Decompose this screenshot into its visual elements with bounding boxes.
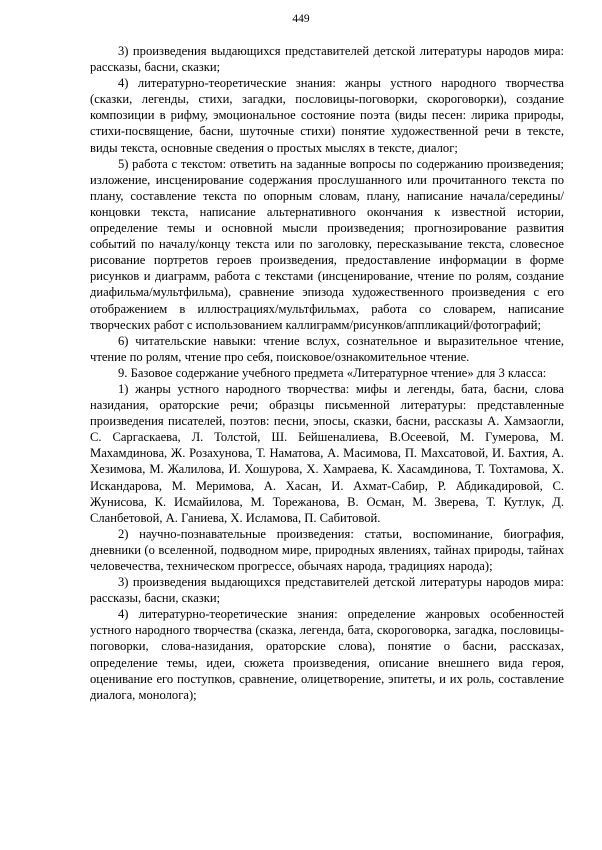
document-body	[90, 43, 564, 703]
page-number: 449	[292, 13, 310, 25]
paragraph-item-4-lit-theory: 4) литературно-теоретические знания: определение жанровых особенностей устного народного творчества (сказка, легенда, бата, скороговорка, загадка, пословицы-поговорки, слова-назидания, ораторские слова), понятие о басни, рассказах, определение темы, идеи, сюжета произведения, описание внешнего вида героя, оценивание его поступков, сравнение, олицетворение, эпитеты, и их роль, составление диалога, монолога);	[90, 607, 564, 702]
paragraph-item-6-reading-skills: 6) читательские навыки: чтение вслух, сознательное и выразительное чтение, чтение по ролям, чтение про себя, поисковое/ознакомительное чтение.	[90, 333, 564, 364]
paragraph-item-1-folklore: 1) жанры устного народного творчества: мифы и легенды, бата, басни, слова назидания, ораторские речи; образцы письменной литературы: представленные произведения писателей, поэтов: песни, эпосы, сказки, басни, рассказы А. Хамзаогли, С. Саргаскаева, Л. Толстой, Ш. Бейшеналиева, В.Осеевой, М. Гумерова, М. Махамдинова, Ж. Розахунова, Т. Наматова, А. Масимова, П. Махсатовой, И. Бахтия, А. Хезимова, М. Жалилова, И. Хошурова, Х. Хамраева, К. Хасамдинова, Т. Тохтамова, Х. Искандарова, М. Меримова, А. Хасан, И. Ахмат-Сабир, Р. Абдикадировой, С. Жунисова, К. Исмайилова, М. Торежанова, В. Осман, М. Зверева, Т. Кутлук, Д. Сланбетовой, А. Ганиева, Х. Исламова, П. Сабитовой.	[90, 381, 564, 525]
paragraph-item-3-world-lit: 3) произведения выдающихся представителей детской литературы народов мира: рассказы, басни, сказки;	[90, 575, 564, 606]
paragraph-item-2-science: 2) научно-познавательные произведения: статьи, воспоминание, биография, дневники (о вселенной, подводном мире, природных явлениях, тайнах природы, тайнах человечества, техническом прогрессе, обычаях народа, традициях народа);	[90, 526, 564, 573]
paragraph-item-3-stories: 3) произведения выдающихся представителей детской литературы народов мира: рассказы, басни, сказки;	[90, 44, 564, 75]
paragraph-item-5-text-work: 5) работа с текстом: ответить на заданные вопросы по содержанию произведения; изложение, инсценирование содержания прослушанного или прочитанного текста по плану, составление текста по опорным словам, плану, написание начала/середины/концовки текста, написание альтернативного окончания к известной истории, определение темы и основной мысли произведения; прогнозирование развития событий по началу/концу текста или по заголовку, пересказывание текста, словесное рисование портретов героев произведения, предоставление информации в форме рисунков и диаграмм, работа с текстами (инсценирование, чтение по ролям, создание диафильма/мультфильма), сравнение эпизода художественного произведения с его отображением в иллюстрациях/мультфильмах, работа со словарем, написание творческих работ с использованием каллиграмм/рисунков/аппликаций/фотографий;	[90, 156, 564, 332]
paragraph-item-4-theory: 4) литературно-теоретические знания: жанры устного народного творчества (сказки, легенды, стихи, загадки, пословицы-поговорки, скороговорки), создание композиции в рифму, эмоциональное состояние поэта (виды песен: лирика природы, стихи-посвящение, басни, шуточные стихи) понятие художественной речи в тексте, виды текста, основные сведения о простых мыслях в тексте, диалог;	[90, 76, 564, 155]
section-heading-grade-3: 9. Базовое содержание учебного предмета «Литературное чтение» для 3 класса:	[118, 365, 547, 380]
